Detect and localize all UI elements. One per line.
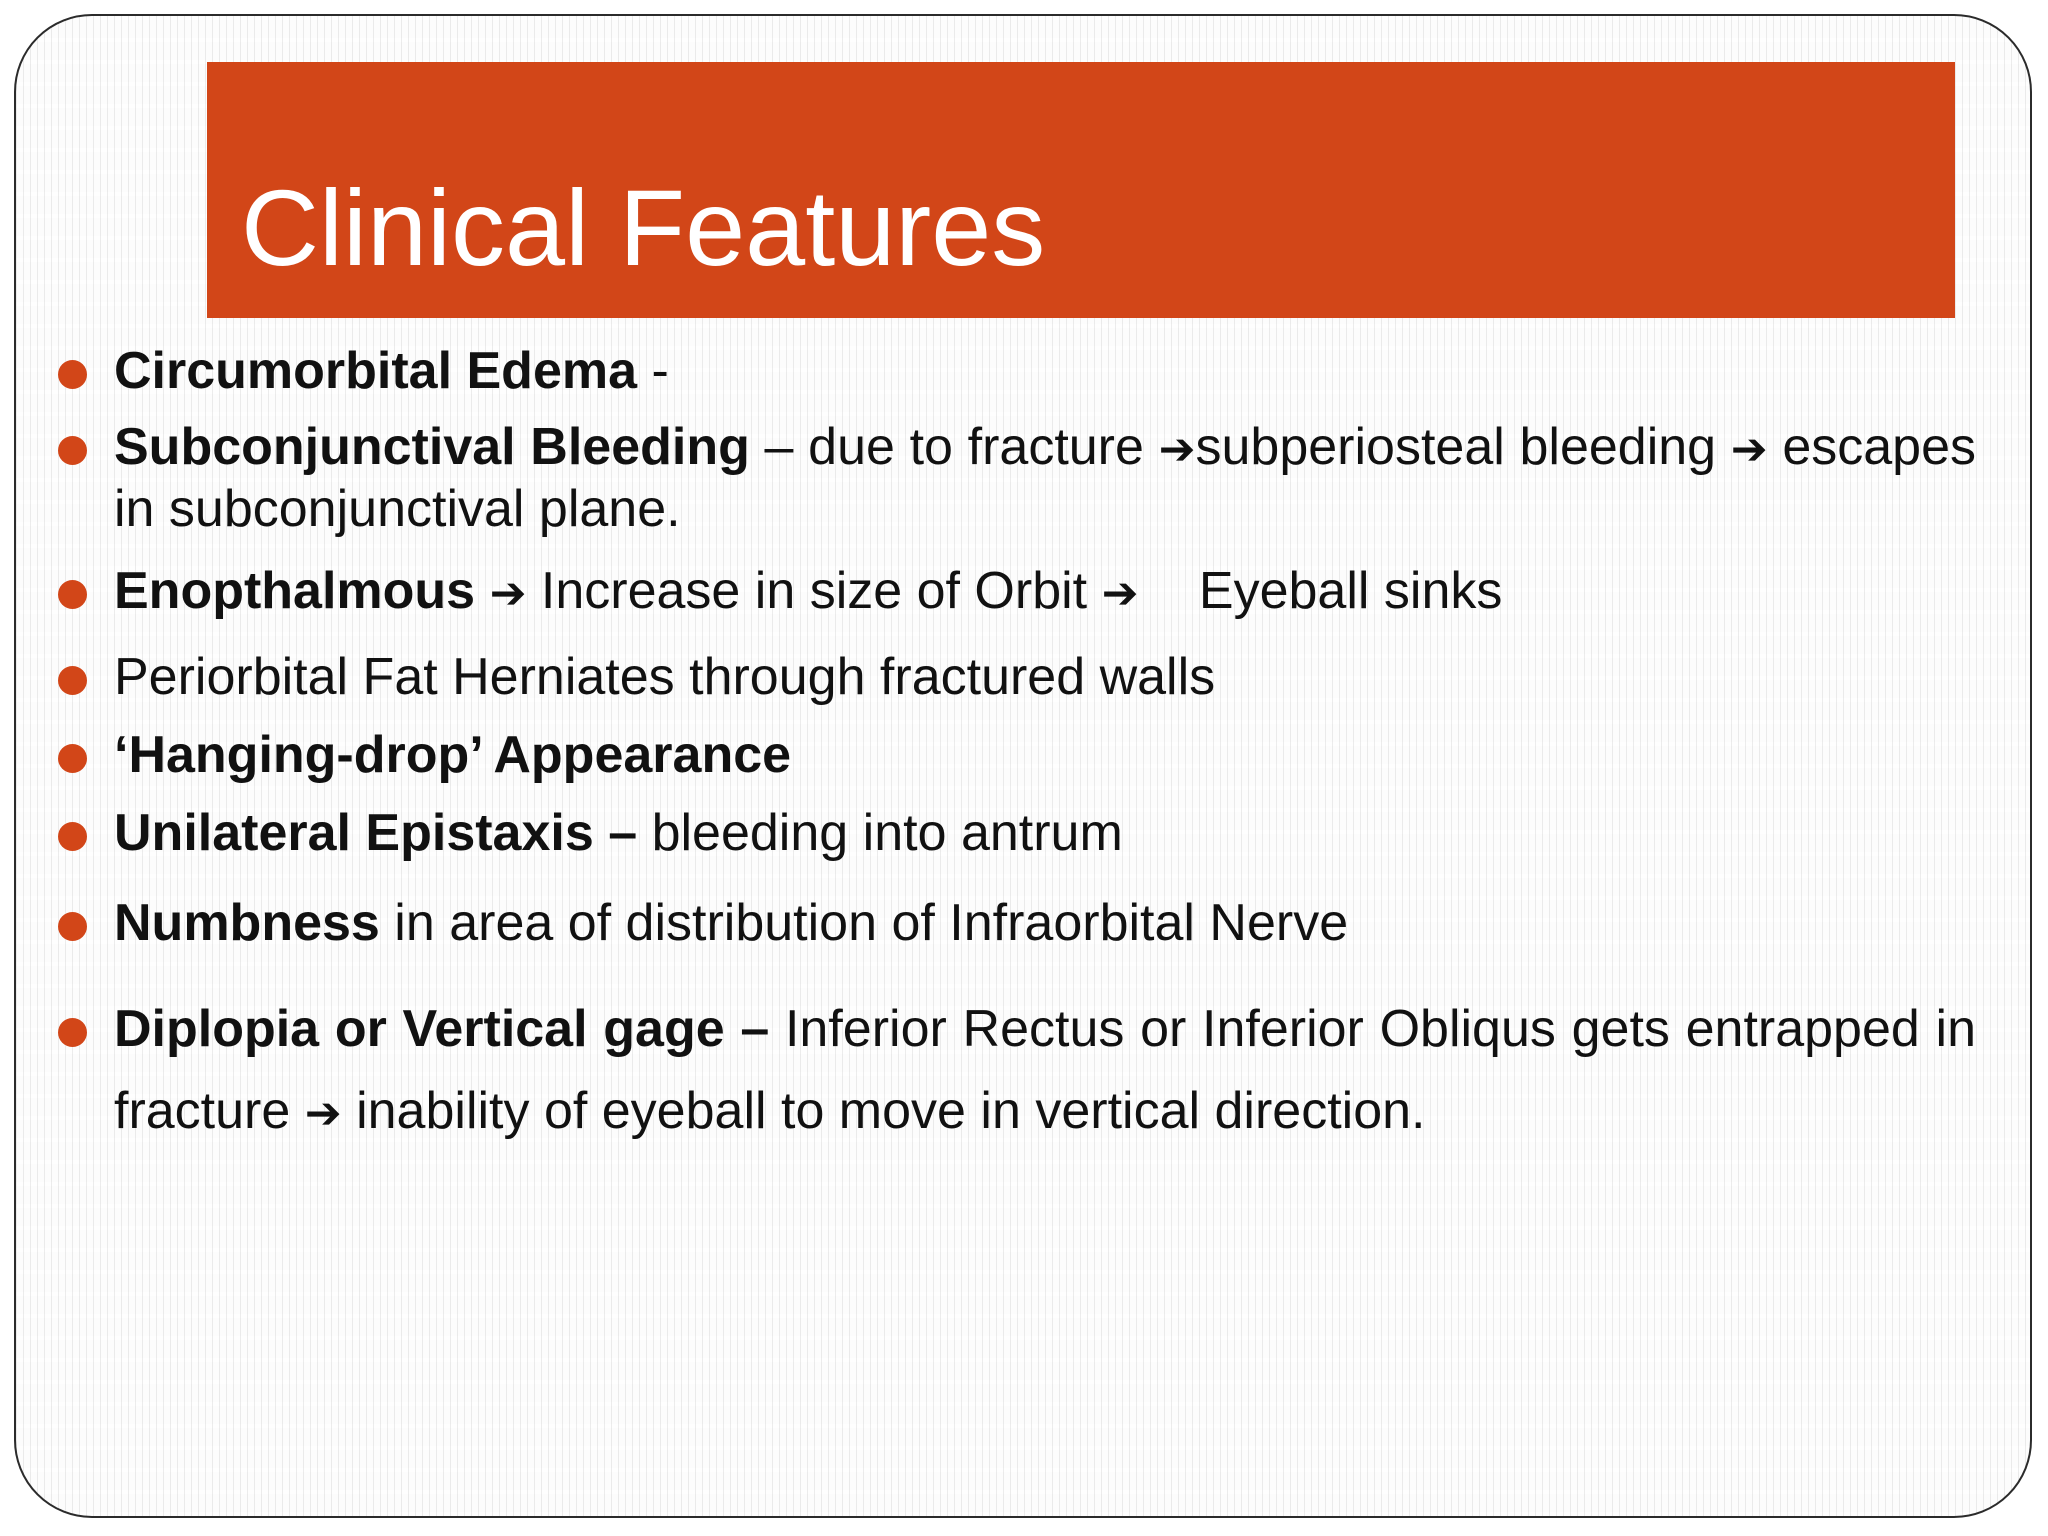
bullet-hanging-drop bbox=[48, 724, 1976, 786]
bullet-dot-icon bbox=[58, 436, 87, 465]
bullet-term: Diplopia or Vertical gage – bbox=[114, 1000, 770, 1058]
bullet-term: Unilateral Epistaxis – bbox=[114, 804, 638, 862]
bullet-term: Circumorbital Edema bbox=[114, 342, 638, 400]
bullet-detail: due to fracture bbox=[808, 418, 1144, 476]
bullet-dot-icon bbox=[58, 1018, 87, 1047]
bullet-detail: Eyeball sinks bbox=[1198, 562, 1503, 620]
bullet-detail: subperiosteal bleeding bbox=[1195, 418, 1717, 476]
bullet-detail: Inferior Rectus or Inferior Obliqus gets entrapped in fracture bbox=[114, 1000, 1976, 1140]
bullet-dot-icon bbox=[58, 744, 87, 773]
title-banner bbox=[207, 62, 1955, 318]
bullet-dot-icon bbox=[58, 912, 87, 941]
bullet-list bbox=[48, 340, 1976, 1152]
bullet-term: Numbness bbox=[114, 894, 380, 952]
bullet-unilateral-epistaxis bbox=[48, 802, 1976, 864]
arrow-right-icon: ➔ bbox=[1730, 424, 1768, 475]
bullet-term: Enopthalmous bbox=[114, 562, 476, 620]
arrow-right-icon: ➔ bbox=[489, 568, 527, 619]
slide-title: Clinical Features bbox=[241, 167, 1046, 288]
bullet-detail: bleeding into antrum bbox=[651, 804, 1123, 862]
bullet-dot-icon bbox=[58, 580, 87, 609]
bullet-detail: escapes in subconjunctival plane. bbox=[114, 418, 1977, 538]
bullet-term: ‘Hanging-drop’ Appearance bbox=[114, 726, 792, 784]
arrow-right-icon: ➔ bbox=[1158, 424, 1196, 475]
bullet-detail: Increase in size of Orbit bbox=[540, 562, 1088, 620]
bullet-dot-icon bbox=[58, 360, 87, 389]
bullet-enopthalmous bbox=[48, 560, 1976, 622]
bullet-circumorbital-edema bbox=[48, 340, 1976, 402]
bullet-diplopia bbox=[48, 988, 1976, 1152]
arrow-right-icon: ➔ bbox=[304, 1088, 342, 1139]
bullet-numbness bbox=[48, 892, 1976, 954]
bullet-detail: in area of distribution of Infraorbital Nerve bbox=[394, 894, 1349, 952]
bullet-dot-icon bbox=[58, 666, 87, 695]
bullet-separator: – bbox=[764, 418, 794, 476]
bullet-dot-icon bbox=[58, 822, 87, 851]
arrow-right-icon: ➔ bbox=[1101, 568, 1139, 619]
bullet-term: Subconjunctival Bleeding bbox=[114, 418, 750, 476]
bullet-subconjunctival-bleeding bbox=[48, 416, 1976, 540]
bullet-text: Periorbital Fat Herniates through fractured walls bbox=[114, 648, 1216, 706]
bullet-periorbital-fat bbox=[48, 646, 1976, 708]
slide bbox=[14, 14, 2032, 1518]
bullet-detail: - bbox=[651, 342, 669, 400]
bullet-detail: inability of eyeball to move in vertical direction. bbox=[356, 1082, 1426, 1140]
